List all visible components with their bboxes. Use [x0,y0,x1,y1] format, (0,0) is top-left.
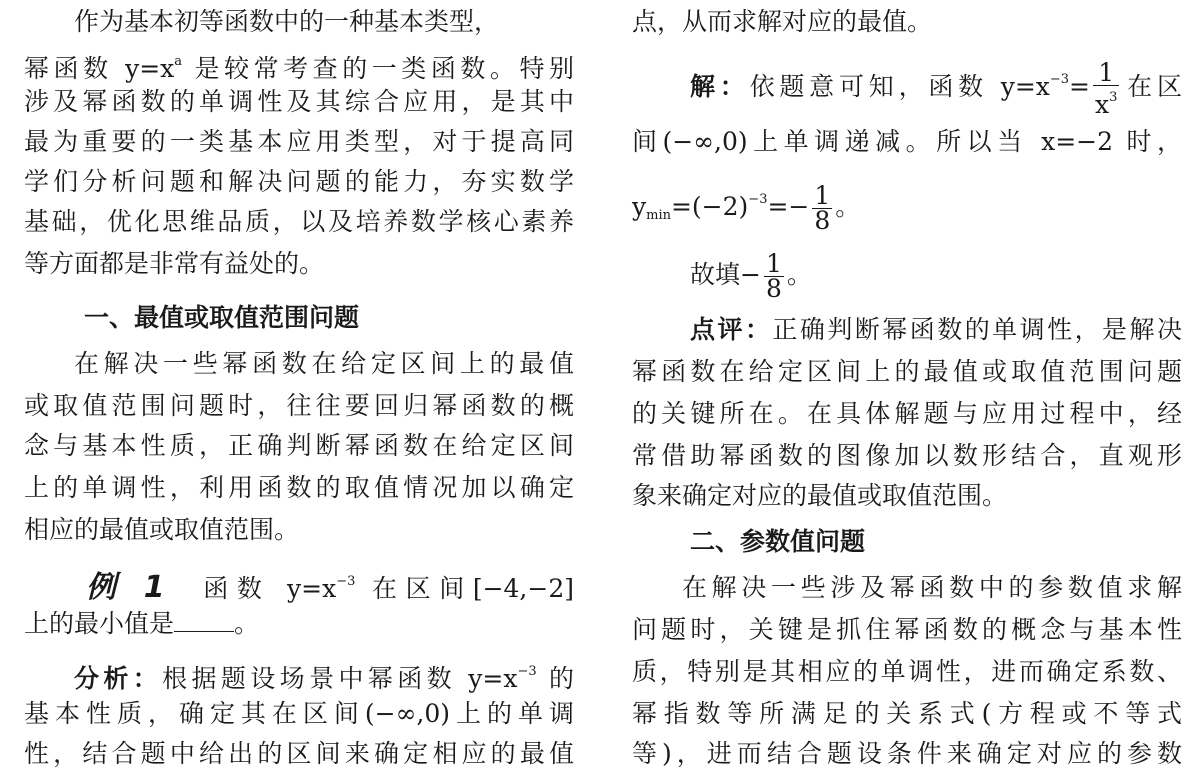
ymin-symbol: y [632,192,647,221]
fraction-numerator: 1 [814,181,831,210]
section-2-line: 幂指数等所满足的关系式(方程或不等式 [632,699,1182,728]
solution-text: = [1069,72,1090,101]
analysis-line: 基本性质，确定其在区间(−∞,0)上的单调 [24,699,574,728]
example-1-label: 例 1 [86,570,165,605]
fill-text: 故填− [690,260,761,289]
comment-line: 常借助幂函数的图像加以数形结合，直观形 [632,441,1182,470]
exponent: −3 [1049,72,1070,87]
analysis-label: 分析： [74,664,163,693]
section-2-line: 在解决一些涉及幂函数中的参数值求解 [682,573,1182,602]
section-1-line: 上的单调性，利用函数的取值情况加以确定 [24,473,574,502]
section-2-title: 二、参数值问题 [690,527,866,556]
intro-line: 基础，优化思维品质，以及培养数学核心素养 [24,207,574,236]
solution-text: 依题意可知，函数 y=x [749,72,1050,101]
intro-line [24,42,574,82]
comment-line [632,310,1182,350]
example-1-line [24,604,574,644]
section-1-line: 相应的最值或取值范围。 [24,515,300,544]
ymin-text: =− [767,192,810,221]
analysis-line: 性，结合题中给出的区间来确定相应的最值 [24,739,574,768]
section-1-line: 或取值范围问题时，往往要回归幂函数的概 [24,391,574,420]
fraction-denominator: 8 [814,206,831,235]
comment-label: 点评： [690,315,773,344]
comment-text: 正确判断幂函数的单调性，是解决 [772,315,1182,344]
fraction-numerator: 1 [1093,61,1119,86]
section-2-line: 等)，进而结合题设条件来确定对应的参数 [632,739,1182,768]
exponent: −3 [336,574,356,589]
exponent: 3 [1109,89,1118,105]
solution-line: 间(−∞,0)上单调递减。所以当 x=−2 时， [632,127,1182,156]
fraction [1093,57,1119,119]
section-1-line: 念与基本性质，正确判断幂函数在给定区间 [24,431,574,460]
comment-line: 幂函数在给定区间上的最值或取值范围问题 [632,357,1182,386]
fraction [812,181,832,235]
section-1-title: 一、最值或取值范围问题 [84,303,360,332]
solution-text: 在区 [1122,72,1182,101]
fraction-denominator [1093,86,1119,117]
intro-text: 幂函数 y=x [24,54,175,83]
exponent: −3 [517,664,537,679]
solution-line [632,57,1182,119]
section-2-line: 质，特别是其相应的单调性，进而确定系数、 [632,657,1182,686]
intro-line: 等方面都是非常有益处的。 [24,249,325,278]
exponent: −3 [748,192,768,207]
subscript: min [646,208,671,223]
example-text: 函数 y=x [194,574,337,603]
intro-line: 学们分析问题和解决问题的能力，夯实数学 [24,167,574,196]
exponent: a [174,54,183,69]
fraction-numerator: 1 [765,249,782,278]
analysis-line [24,652,574,692]
section-2-line: 问题时，关键是抓住幂函数的概念与基本性 [632,615,1182,644]
answer-blank [174,609,234,632]
text-line: 点，从而求解对应的最值。 [632,7,933,36]
ymin-line [632,180,1182,235]
ymin-text: 。 [835,192,861,221]
denominator-text: x [1095,89,1110,119]
intro-text: 是较常考查的一类函数。特别 [182,54,574,83]
intro-line: 最为重要的一类基本应用类型，对于提高同 [24,127,574,156]
example-text: 。 [234,609,260,638]
fill-text: 。 [786,260,812,289]
example-1-line [24,562,574,605]
example-text: 在区间[−4,−2] [355,574,574,603]
intro-line: 涉及幂函数的单调性及其综合应用，是其中 [24,87,574,116]
fill-line [632,249,1182,303]
comment-line: 象来确定对应的最值或取值范围。 [632,481,1008,510]
fraction [764,249,784,303]
comment-line: 的关键所在。在具体解题与应用过程中，经 [632,399,1182,428]
analysis-text: 的 [536,664,574,693]
ymin-text: =(−2) [670,192,749,221]
example-text: 上的最小值是 [24,609,175,638]
solution-label: 解： [690,72,750,101]
intro-line: 作为基本初等函数中的一种基本类型， [74,7,500,36]
analysis-text: 根据题设场景中幂函数 y=x [162,664,518,693]
fraction-denominator: 8 [765,274,782,303]
section-1-line: 在解决一些幂函数在给定区间上的最值 [74,349,574,378]
